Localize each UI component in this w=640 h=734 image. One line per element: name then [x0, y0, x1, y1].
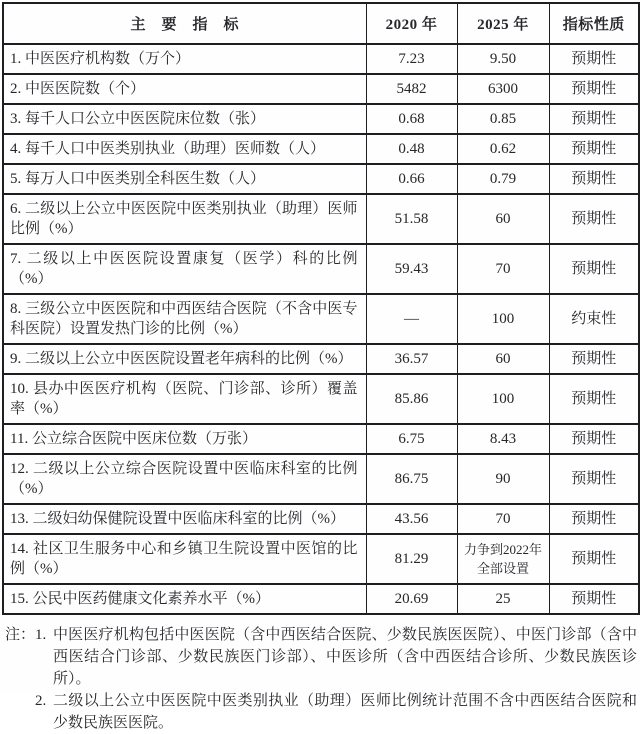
indicators-table: [2, 2, 640, 615]
table-row: [3, 424, 639, 454]
value-2025-cell: 0.62: [457, 134, 549, 164]
value-2025-cell: 60: [457, 344, 549, 374]
notes-section: [5, 624, 637, 734]
indicator-cell: 7. 二级以上中医医院设置康复（医学）科的比例（%）: [3, 244, 366, 294]
note-number: 1.: [35, 627, 47, 643]
value-2020-cell: 59.43: [366, 244, 457, 294]
nature-cell: 预期性: [549, 584, 639, 614]
col-header-2020: 2020 年: [366, 3, 457, 44]
indicator-cell: 11. 公立综合医院中医床位数（万张）: [3, 424, 366, 454]
table-row: [3, 294, 639, 344]
nature-cell: 预期性: [549, 104, 639, 134]
value-2020-cell: 81.29: [366, 534, 457, 584]
nature-cell: 预期性: [549, 424, 639, 454]
table-row: [3, 134, 639, 164]
value-2020-cell: 20.69: [366, 584, 457, 614]
value-2025-cell: 0.85: [457, 104, 549, 134]
col-header-2025: 2025 年: [457, 3, 549, 44]
nature-cell: 预期性: [549, 244, 639, 294]
indicator-cell: 5. 每万人口中医类别全科医生数（人）: [3, 164, 366, 194]
value-2025-cell: 100: [457, 294, 549, 344]
value-2020-cell: 7.23: [366, 44, 457, 74]
indicator-cell: 4. 每千人口中医类别执业（助理）医师数（人）: [3, 134, 366, 164]
indicator-cell: 12. 二级以上公立综合医院设置中医临床科室的比例（%）: [3, 454, 366, 504]
table-header-row: [3, 3, 639, 44]
value-2020-cell: 86.75: [366, 454, 457, 504]
nature-cell: 预期性: [549, 44, 639, 74]
nature-cell: 预期性: [549, 504, 639, 534]
value-2025-cell: 100: [457, 374, 549, 424]
value-2020-cell: 51.58: [366, 194, 457, 244]
value-2025-cell: 90: [457, 454, 549, 504]
table-row: [3, 534, 639, 584]
note-number: 2.: [35, 693, 47, 709]
value-2025-cell: 0.79: [457, 164, 549, 194]
nature-cell: 预期性: [549, 74, 639, 104]
table-row: [3, 44, 639, 74]
table-row: [3, 244, 639, 294]
nature-cell: 预期性: [549, 344, 639, 374]
table-row: [3, 164, 639, 194]
indicator-cell: 6. 二级以上公立中医医院中医类别执业（助理）医师比例（%）: [3, 194, 366, 244]
table-row: [3, 374, 639, 424]
indicator-cell: 2. 中医医院数（个）: [3, 74, 366, 104]
table-row: [3, 344, 639, 374]
table-body: [3, 44, 639, 614]
value-2025-cell: 6300: [457, 74, 549, 104]
value-2020-cell: 5482: [366, 74, 457, 104]
indicator-cell: 15. 公民中医药健康文化素养水平（%）: [3, 584, 366, 614]
value-2025-cell: 60: [457, 194, 549, 244]
value-2025-cell: 25: [457, 584, 549, 614]
table-row: [3, 74, 639, 104]
note-item: [5, 624, 637, 690]
indicator-cell: 8. 三级公立中医医院和中西医结合医院（不含中医专科医院）设置发热门诊的比例（%）: [3, 294, 366, 344]
note-label-spacer: [5, 690, 35, 734]
nature-cell: 预期性: [549, 534, 639, 584]
value-2025-cell: 8.43: [457, 424, 549, 454]
notes-label: 注：: [5, 627, 36, 643]
table-row: [3, 584, 639, 614]
note-text: 二级以上公立中医医院中医类别执业（助理）医师比例统计范围不含中西医结合医院和少数民族医医院。: [53, 693, 637, 731]
note-item: [5, 690, 637, 734]
nature-cell: 预期性: [549, 134, 639, 164]
table-row: [3, 454, 639, 504]
value-2020-cell: 0.68: [366, 104, 457, 134]
nature-cell: 预期性: [549, 374, 639, 424]
indicator-cell: 10. 县办中医医疗机构（医院、门诊部、诊所）覆盖率（%）: [3, 374, 366, 424]
table-row: [3, 504, 639, 534]
table-row: [3, 194, 639, 244]
value-2025-cell: 力争到2022年全部设置: [457, 534, 549, 584]
col-header-indicator: 主 要 指 标: [3, 3, 366, 44]
indicator-cell: 3. 每千人口公立中医医院床位数（张）: [3, 104, 366, 134]
table-row: [3, 104, 639, 134]
value-2025-cell: 70: [457, 504, 549, 534]
nature-cell: 预期性: [549, 194, 639, 244]
indicator-cell: 13. 二级妇幼保健院设置中医临床科室的比例（%）: [3, 504, 366, 534]
indicator-cell: 14. 社区卫生服务中心和乡镇卫生院设置中医馆的比例（%）: [3, 534, 366, 584]
value-2020-cell: 36.57: [366, 344, 457, 374]
value-2025-cell: 70: [457, 244, 549, 294]
col-header-nature: 指标性质: [549, 3, 639, 44]
value-2025-cell: 9.50: [457, 44, 549, 74]
value-2020-cell: 85.86: [366, 374, 457, 424]
nature-cell: 预期性: [549, 164, 639, 194]
value-2020-cell: 0.48: [366, 134, 457, 164]
indicator-cell: 1. 中医医疗机构数（万个）: [3, 44, 366, 74]
value-2020-cell: 6.75: [366, 424, 457, 454]
nature-cell: 约束性: [549, 294, 639, 344]
value-2020-cell: 43.56: [366, 504, 457, 534]
indicator-cell: 9. 二级以上公立中医医院设置老年病科的比例（%）: [3, 344, 366, 374]
note-text: 中医医疗机构包括中医医院（含中西医结合医院、少数民族医医院）、中医门诊部（含中西医结合门诊部、少数民族医门诊部）、中医诊所（含中西医结合诊所、少数民族医诊所）。: [53, 627, 637, 687]
nature-cell: 预期性: [549, 454, 639, 504]
value-2020-cell: —: [366, 294, 457, 344]
value-2020-cell: 0.66: [366, 164, 457, 194]
